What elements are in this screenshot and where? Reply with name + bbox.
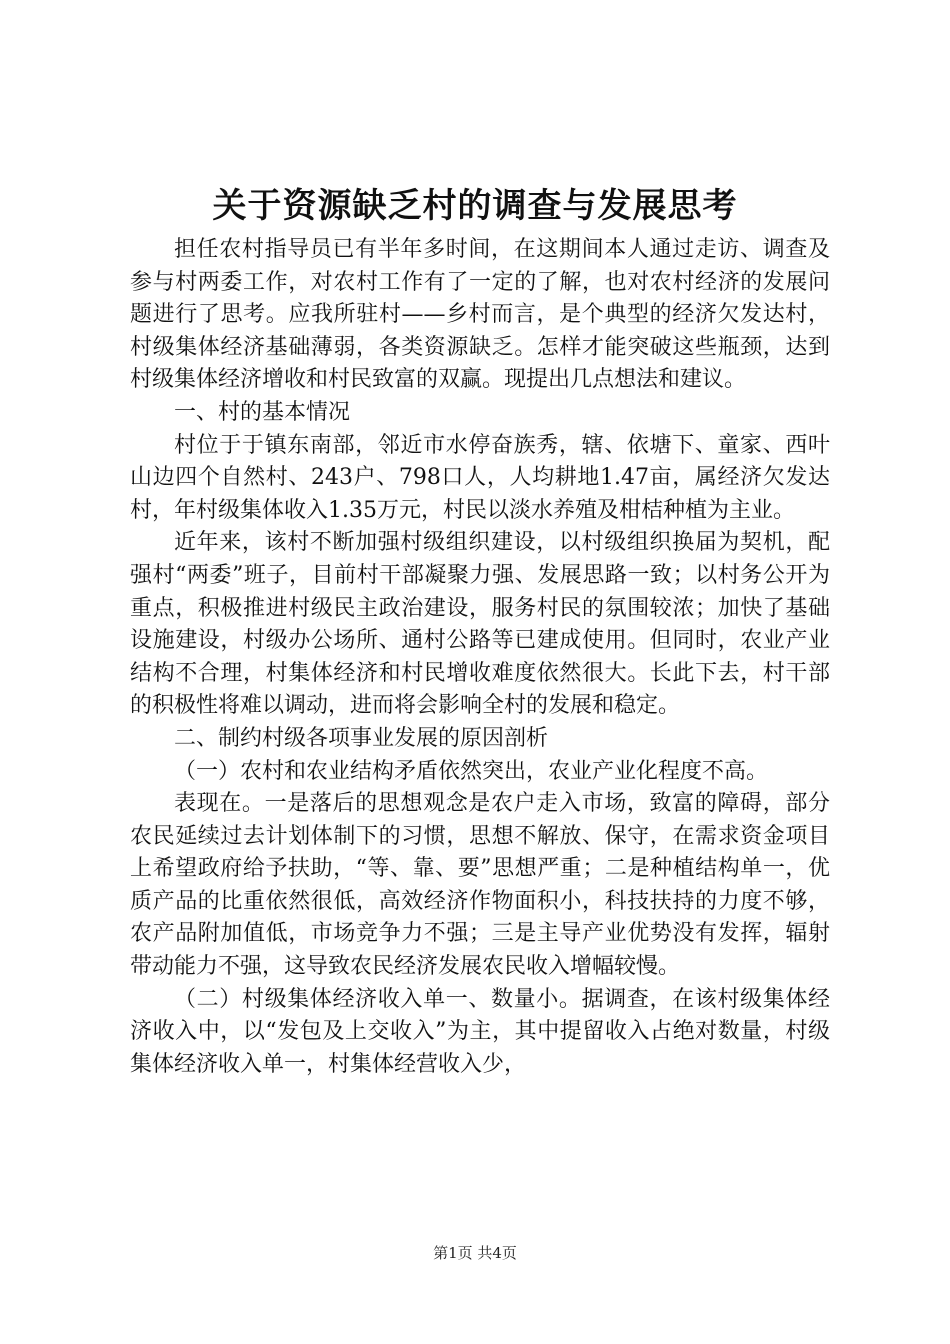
document-title: 关于资源缺乏村的调查与发展思考 bbox=[212, 186, 738, 226]
paragraph-manifestations: 表现在。一是落后的思想观念是农户走入市场，致富的障碍，部分农民延续过去计划体制下的习惯，思想不解放、保守，在需求资金项目上希望政府给予扶助，“等、靠、要”思想严重；二是种植结构单一，优质产品的比重依然很低，高效经济作物面积小，科技扶持的力度不够，农产品附加值低，市场竞争力不强；三是主导产业优势没有发挥，辐射带动能力不强，这导致农民经济发展农民收入增幅较慢。 bbox=[130, 791, 830, 980]
document-body bbox=[130, 234, 830, 1081]
page-number-footer: 第1页 共4页 bbox=[433, 1244, 517, 1262]
paragraph-recent-years: 近年来，该村不断加强村级组织建设，以村级组织换届为契机，配强村“两委”班子，目前村干部凝聚力强、发展思路一致；以村务公开为重点，积极推进村级民主政治建设，服务村民的氛围较浓；加快了基础设施建设，村级办公场所、通村公路等已建成使用。但同时，农业产业结构不合理，村集体经济和村民增收难度依然很大。长此下去，村干部的积极性将难以调动，进而将会影响全村的发展和稳定。 bbox=[130, 530, 830, 719]
paragraph-collective-income: （二）村级集体经济收入单一、数量小。据调查，在该村级集体经济收入中，以“发包及上交收入”为主，其中提留收入占绝对数量，村级集体经济收入单一，村集体经营收入少， bbox=[130, 986, 830, 1077]
paragraph-intro: 担任农村指导员已有半年多时间，在这期间本人通过走访、调查及参与村两委工作，对农村工作有了一定的了解，也对农村经济的发展问题进行了思考。应我所驻村——乡村而言，是个典型的经济欠发达村，村级集体经济基础薄弱，各类资源缺乏。怎样才能突破这些瓶颈，达到村级集体经济增收和村民致富的双赢。现提出几点想法和建议。 bbox=[130, 237, 830, 393]
section-heading-causes: 二、制约村级各项事业发展的原因剖析 bbox=[174, 725, 549, 751]
subheading-structure-conflict: （一）农村和农业结构矛盾依然突出，农业产业化程度不高。 bbox=[174, 758, 769, 784]
paragraph-village-location: 村位于于镇东南部，邻近市水停奋族秀，辖、依塘下、童家、西叶山边四个自然村、243户、798口人，人均耕地1.47亩，属经济欠发达村，年村级集体收入1.35万元，村民以淡水养殖及柑桔种植为主业。 bbox=[130, 432, 830, 523]
section-heading-basic-situation: 一、村的基本情况 bbox=[174, 399, 351, 425]
